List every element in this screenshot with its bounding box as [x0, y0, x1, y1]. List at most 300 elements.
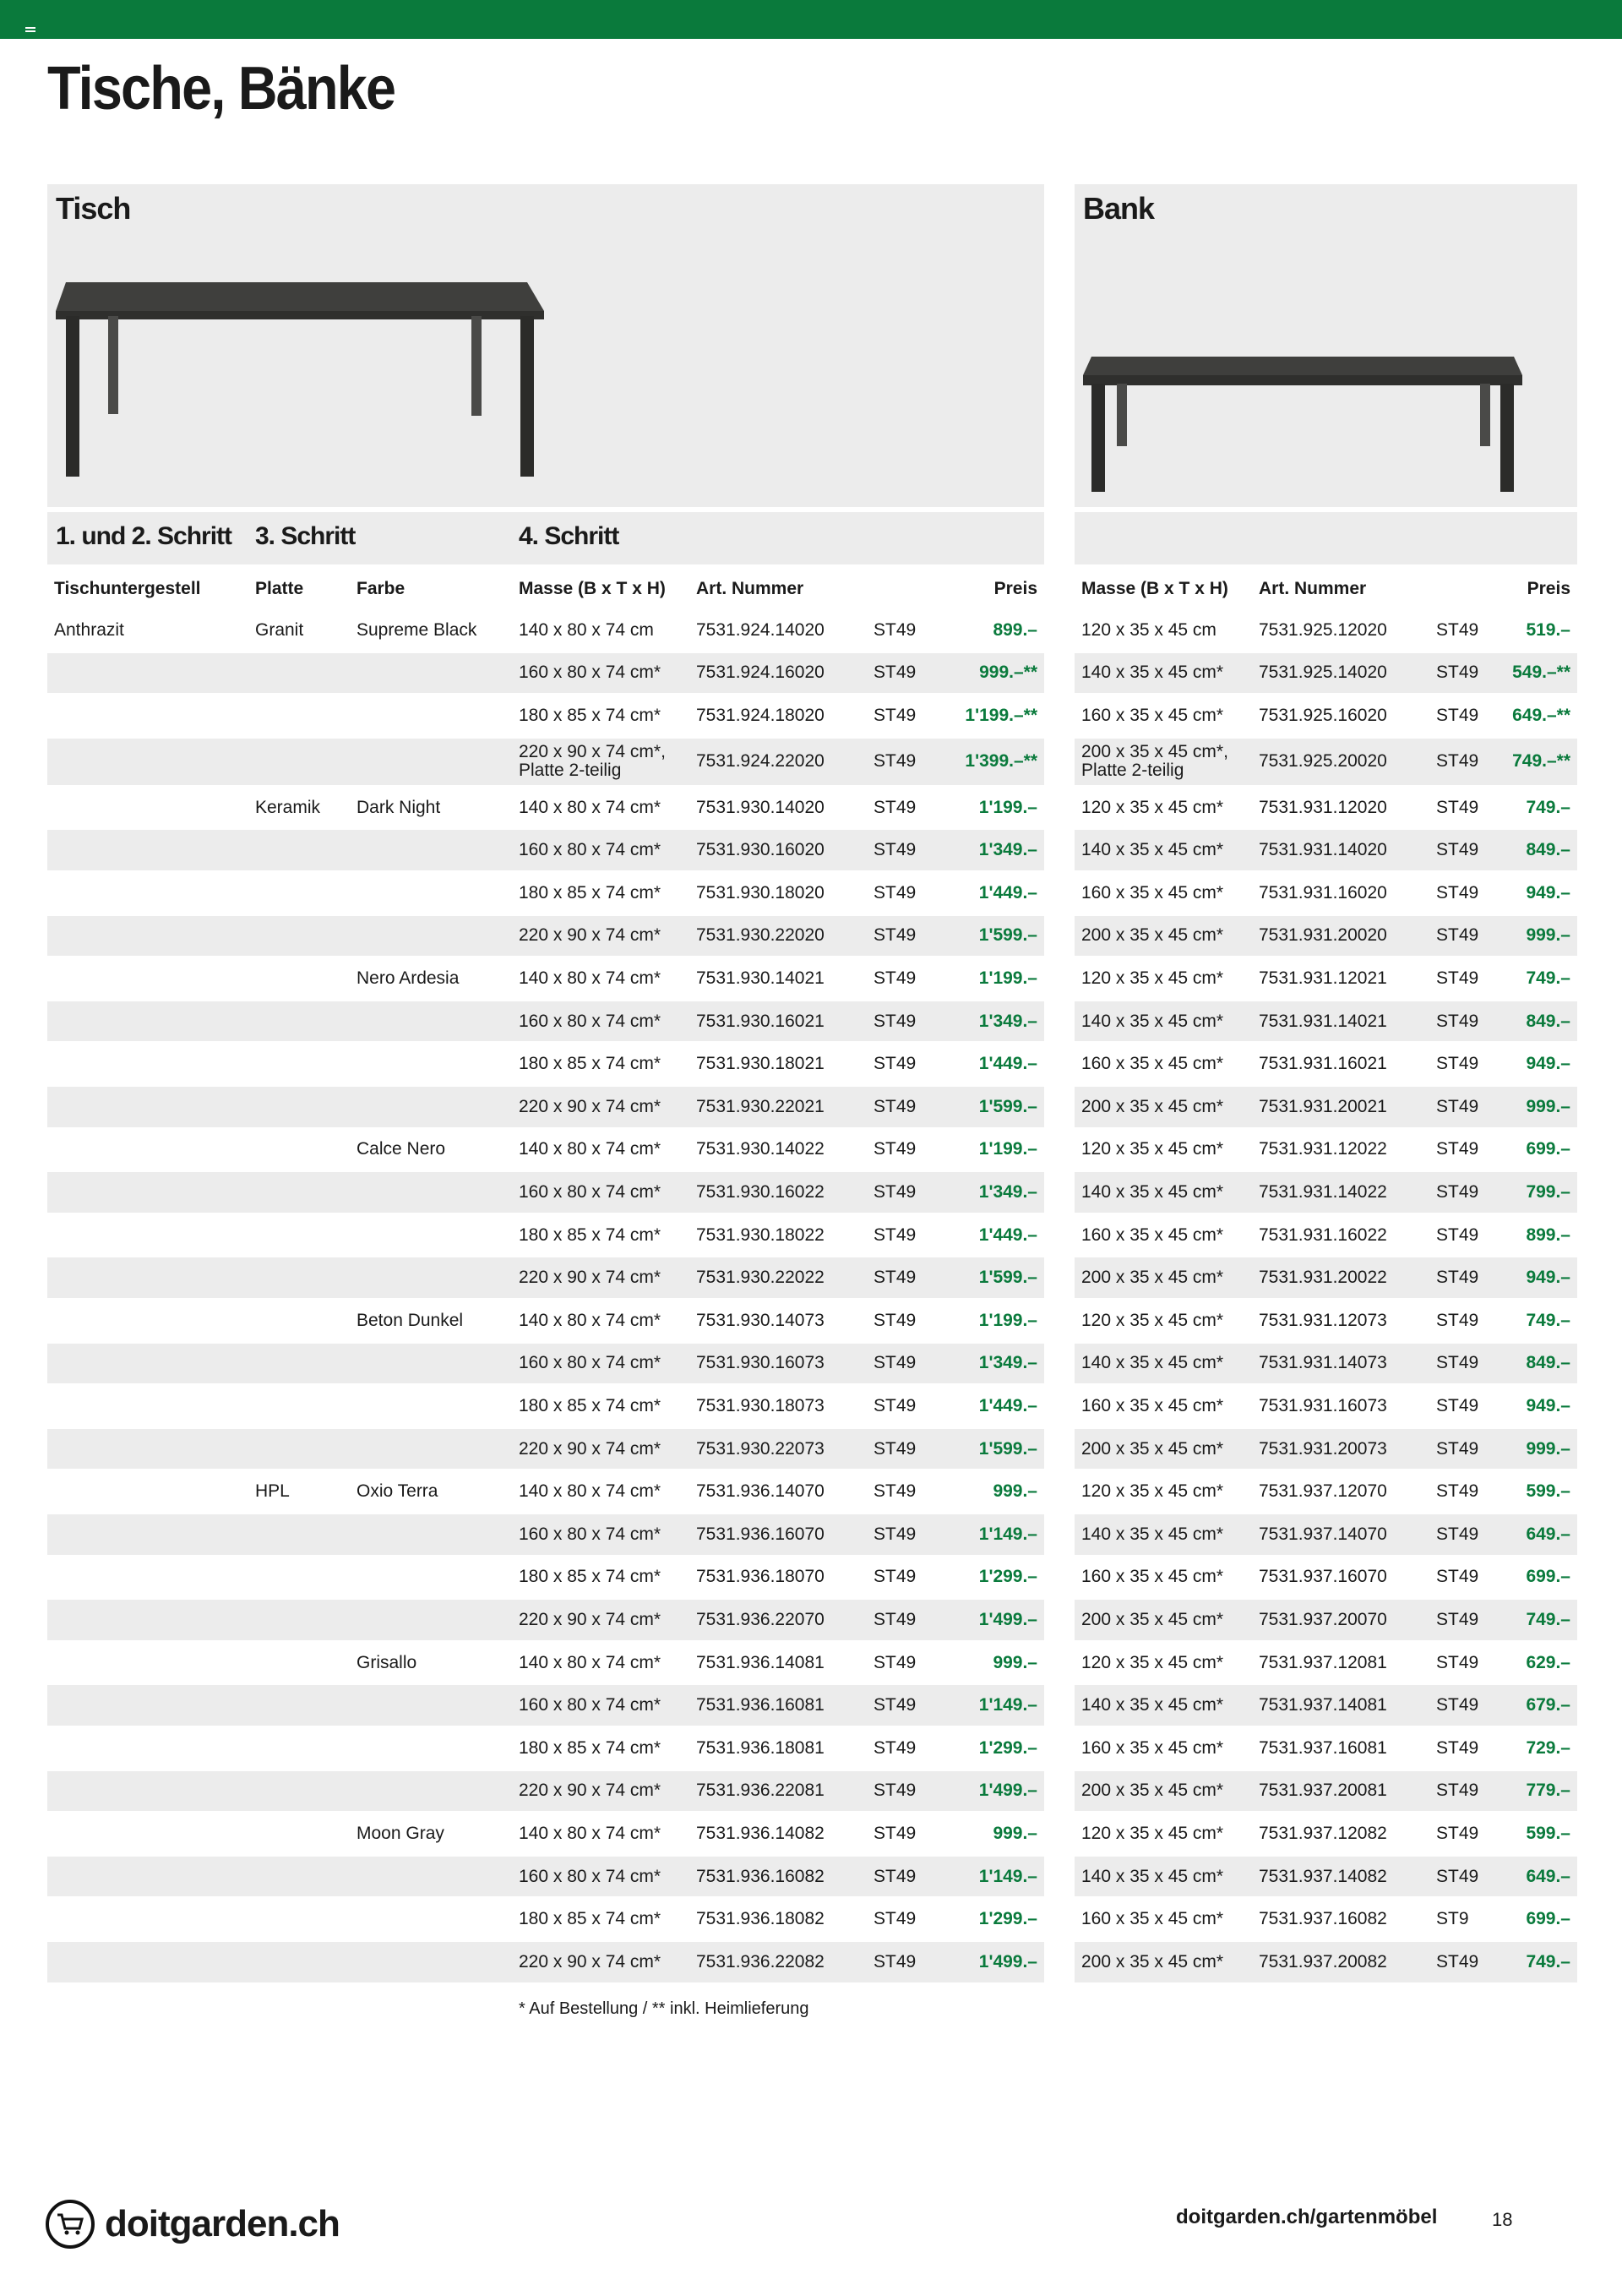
table-row	[1075, 1514, 1577, 1555]
cell-art-nummer: 7531.936.16081	[696, 1695, 825, 1715]
cell-code: ST49	[1436, 1823, 1479, 1843]
table-row	[1075, 1130, 1577, 1170]
cell-art-nummer: 7531.930.16020	[696, 840, 825, 860]
cell-code: ST49	[874, 925, 917, 946]
cell-preis: 1'349.–	[978, 1181, 1037, 1202]
cell-preis: 1'199.–	[978, 968, 1037, 988]
table-row	[47, 1215, 1044, 1256]
cell-art-nummer: 7531.931.16073	[1259, 1395, 1387, 1415]
table-row	[47, 1386, 1044, 1426]
table-row	[1075, 873, 1577, 913]
cell-farbe: Grisallo	[357, 1652, 417, 1672]
cell-preis: 799.–	[1526, 1181, 1570, 1202]
bank-header-art-nummer: Art. Nummer	[1259, 579, 1367, 598]
cell-masse: 120 x 35 x 45 cm	[1081, 619, 1216, 640]
cell-masse: 200 x 35 x 45 cm*	[1081, 1096, 1224, 1116]
cell-code: ST49	[1436, 1695, 1479, 1715]
table-row	[1075, 1257, 1577, 1298]
table-row	[1075, 1942, 1577, 1982]
cell-untergestell: Anthrazit	[54, 619, 124, 640]
cell-platte: Granit	[255, 619, 304, 640]
cell-preis: 999.–	[993, 1652, 1037, 1672]
cell-preis: 1'199.–**	[965, 705, 1037, 725]
cell-preis: 749.–	[1526, 797, 1570, 817]
cell-farbe: Supreme Black	[357, 619, 477, 640]
cell-preis: 949.–	[1526, 882, 1570, 903]
cell-code: ST49	[1436, 1737, 1479, 1758]
table-row	[1075, 916, 1577, 957]
cell-masse: 140 x 35 x 45 cm*	[1081, 1181, 1224, 1202]
cell-art-nummer: 7531.937.20081	[1259, 1781, 1387, 1801]
cell-masse: 180 x 85 x 74 cm*	[519, 1737, 661, 1758]
cell-code: ST49	[874, 1224, 917, 1245]
cell-art-nummer: 7531.930.22020	[696, 925, 825, 946]
table-row	[47, 1172, 1044, 1213]
cell-code: ST49	[874, 1609, 917, 1629]
cell-preis: 1'499.–	[978, 1781, 1037, 1801]
cell-art-nummer: 7531.931.20073	[1259, 1438, 1387, 1459]
cell-masse: 220 x 90 x 74 cm*	[519, 1609, 661, 1629]
cell-art-nummer: 7531.924.18020	[696, 705, 825, 725]
table-row	[1075, 1301, 1577, 1341]
cell-preis: 1'299.–	[978, 1737, 1037, 1758]
cell-code: ST49	[874, 797, 917, 817]
cell-art-nummer: 7531.937.16082	[1259, 1909, 1387, 1929]
cell-preis: 649.–	[1526, 1866, 1570, 1886]
cell-preis: 629.–	[1526, 1652, 1570, 1672]
cell-masse: 180 x 85 x 74 cm*	[519, 1395, 661, 1415]
header-masse: Masse (B x T x H)	[519, 579, 666, 598]
cell-art-nummer: 7531.936.16082	[696, 1866, 825, 1886]
cell-masse: 160 x 80 x 74 cm*	[519, 1695, 661, 1715]
cell-preis: 1'599.–	[978, 1268, 1037, 1288]
cell-code: ST49	[874, 1395, 917, 1415]
cell-preis: 1'599.–	[978, 925, 1037, 946]
cell-code: ST49	[874, 1353, 917, 1373]
cell-code: ST49	[1436, 1481, 1479, 1502]
cell-code: ST49	[874, 1481, 917, 1502]
cart-icon	[46, 2200, 95, 2249]
cell-masse: 200 x 35 x 45 cm*	[1081, 1609, 1224, 1629]
cell-masse: 160 x 35 x 45 cm*	[1081, 705, 1224, 725]
cell-masse: 220 x 90 x 74 cm*	[519, 1781, 661, 1801]
table-row	[1075, 695, 1577, 736]
cell-masse: 180 x 85 x 74 cm*	[519, 882, 661, 903]
cell-code: ST49	[1436, 1609, 1479, 1629]
cell-preis: 1'449.–	[978, 1224, 1037, 1245]
cell-code: ST49	[874, 1866, 917, 1886]
menu-icon	[25, 27, 35, 32]
cell-art-nummer: 7531.936.16070	[696, 1524, 825, 1544]
cell-masse: 180 x 85 x 74 cm*	[519, 705, 661, 725]
cell-masse: 180 x 85 x 74 cm*	[519, 1909, 661, 1929]
cell-code: ST49	[1436, 619, 1479, 640]
cell-farbe: Beton Dunkel	[357, 1310, 464, 1330]
cell-art-nummer: 7531.930.14073	[696, 1310, 825, 1330]
cell-masse: 120 x 35 x 45 cm*	[1081, 1310, 1224, 1330]
cell-masse: 160 x 35 x 45 cm*	[1081, 1567, 1224, 1587]
tisch-steps-bar	[47, 512, 1044, 564]
cell-masse: 140 x 80 x 74 cm*	[519, 968, 661, 988]
cell-preis: 1'399.–**	[965, 751, 1037, 772]
table-row	[1075, 1600, 1577, 1640]
cell-art-nummer: 7531.930.14022	[696, 1139, 825, 1159]
cell-art-nummer: 7531.931.14073	[1259, 1353, 1387, 1373]
cell-code: ST49	[874, 1181, 917, 1202]
cell-art-nummer: 7531.930.18021	[696, 1054, 825, 1074]
cell-farbe: Nero Ardesia	[357, 968, 460, 988]
cell-art-nummer: 7531.931.16022	[1259, 1224, 1387, 1245]
table-row	[1075, 653, 1577, 694]
logo-text: doitgarden.ch	[105, 2203, 340, 2244]
table-row	[1075, 1899, 1577, 1939]
logo[interactable]	[46, 2197, 340, 2251]
cell-preis: 1'499.–	[978, 1609, 1037, 1629]
cell-code: ST49	[1436, 1567, 1479, 1587]
cell-code: ST49	[1436, 1181, 1479, 1202]
cell-art-nummer: 7531.930.22073	[696, 1438, 825, 1459]
cell-preis: 679.–	[1526, 1695, 1570, 1715]
cell-masse: 140 x 80 x 74 cm*	[519, 1481, 661, 1502]
cell-art-nummer: 7531.930.18022	[696, 1224, 825, 1245]
cell-art-nummer: 7531.937.16070	[1259, 1567, 1387, 1587]
cell-art-nummer: 7531.930.16021	[696, 1011, 825, 1031]
cell-code: ST49	[1436, 1139, 1479, 1159]
cell-art-nummer: 7531.931.14020	[1259, 840, 1387, 860]
tisch-table-header	[47, 566, 1044, 608]
cell-code: ST49	[874, 840, 917, 860]
cell-preis: 1'449.–	[978, 882, 1037, 903]
cell-code: ST49	[1436, 840, 1479, 860]
header-preis: Preis	[993, 579, 1037, 598]
table-row	[1075, 1386, 1577, 1426]
cell-preis: 1'199.–	[978, 1139, 1037, 1159]
cell-preis: 849.–	[1526, 1011, 1570, 1031]
cell-code: ST49	[874, 1524, 917, 1544]
table-row	[47, 830, 1044, 870]
table-row	[47, 695, 1044, 736]
cell-code: ST49	[874, 751, 917, 772]
cell-preis: 1'149.–	[978, 1524, 1037, 1544]
cell-code: ST49	[874, 1652, 917, 1672]
cell-preis: 1'499.–	[978, 1951, 1037, 1972]
cell-preis: 899.–	[1526, 1224, 1570, 1245]
cell-code: ST49	[1436, 1268, 1479, 1288]
table-row	[1075, 1001, 1577, 1042]
cell-preis: 1'599.–	[978, 1096, 1037, 1116]
cell-art-nummer: 7531.925.16020	[1259, 705, 1387, 725]
table-row	[47, 1344, 1044, 1384]
cell-art-nummer: 7531.931.16020	[1259, 882, 1387, 903]
cell-code: ST49	[1436, 1781, 1479, 1801]
cell-art-nummer: 7531.937.12082	[1259, 1823, 1387, 1843]
cell-platte: HPL	[255, 1481, 290, 1502]
table-row	[47, 1001, 1044, 1042]
cell-code: ST49	[1436, 1951, 1479, 1972]
table-illustration	[54, 265, 561, 494]
cell-masse: 140 x 35 x 45 cm*	[1081, 1353, 1224, 1373]
cell-masse: 160 x 80 x 74 cm*	[519, 840, 661, 860]
cell-code: ST49	[874, 663, 917, 683]
cell-art-nummer: 7531.931.12020	[1259, 797, 1387, 817]
cell-masse: 140 x 35 x 45 cm*	[1081, 663, 1224, 683]
cell-masse: 200 x 35 x 45 cm*, Platte 2-teilig	[1081, 742, 1228, 781]
cell-platte: Keramik	[255, 797, 321, 817]
table-row	[1075, 1471, 1577, 1512]
cell-masse: 160 x 35 x 45 cm*	[1081, 1054, 1224, 1074]
cell-masse: 120 x 35 x 45 cm*	[1081, 1481, 1224, 1502]
cell-preis: 899.–	[993, 619, 1037, 640]
bank-title: Bank	[1083, 191, 1155, 226]
cell-masse: 140 x 80 x 74 cm*	[519, 797, 661, 817]
cell-code: ST49	[1436, 1524, 1479, 1544]
cell-art-nummer: 7531.931.12021	[1259, 968, 1387, 988]
cell-code: ST49	[1436, 1011, 1479, 1031]
cell-preis: 1'149.–	[978, 1695, 1037, 1715]
cell-masse: 120 x 35 x 45 cm*	[1081, 968, 1224, 988]
cell-art-nummer: 7531.937.20070	[1259, 1609, 1387, 1629]
table-row	[1075, 1557, 1577, 1598]
cell-art-nummer: 7531.931.20022	[1259, 1268, 1387, 1288]
cell-code: ST49	[1436, 882, 1479, 903]
cell-art-nummer: 7531.936.22082	[696, 1951, 825, 1972]
cell-masse: 200 x 35 x 45 cm*	[1081, 925, 1224, 946]
cell-masse: 160 x 35 x 45 cm*	[1081, 1737, 1224, 1758]
cell-code: ST49	[1436, 1652, 1479, 1672]
cell-farbe: Calce Nero	[357, 1139, 446, 1159]
table-row	[47, 1600, 1044, 1640]
cell-code: ST49	[874, 1909, 917, 1929]
cell-code: ST49	[874, 1781, 917, 1801]
table-row	[1075, 610, 1577, 651]
bank-image-panel	[1075, 184, 1577, 507]
cell-code: ST49	[1436, 705, 1479, 725]
table-row	[1075, 1044, 1577, 1084]
cell-art-nummer: 7531.925.20020	[1259, 751, 1387, 772]
table-row	[1075, 830, 1577, 870]
table-row	[47, 1130, 1044, 1170]
cell-code: ST49	[1436, 1438, 1479, 1459]
cell-art-nummer: 7531.930.14021	[696, 968, 825, 988]
cell-masse: 120 x 35 x 45 cm*	[1081, 1652, 1224, 1672]
cell-code: ST49	[1436, 1224, 1479, 1245]
cell-preis: 519.–	[1526, 619, 1570, 640]
table-row	[1075, 1172, 1577, 1213]
header-untergestell: Tischuntergestell	[54, 579, 201, 598]
cell-masse: 220 x 90 x 74 cm*	[519, 1951, 661, 1972]
cell-code: ST49	[874, 1951, 917, 1972]
table-row	[1075, 1728, 1577, 1769]
page-title: Tische, Bänke	[47, 55, 395, 123]
table-row	[47, 1557, 1044, 1598]
cell-preis: 1'349.–	[978, 840, 1037, 860]
page-number: 18	[1492, 2209, 1513, 2230]
cell-art-nummer: 7531.936.22081	[696, 1781, 825, 1801]
cell-preis: 999.–	[993, 1823, 1037, 1843]
table-row	[1075, 1813, 1577, 1854]
cell-masse: 140 x 80 x 74 cm*	[519, 1823, 661, 1843]
cell-code: ST49	[1436, 751, 1479, 772]
cell-code: ST49	[874, 1310, 917, 1330]
cell-art-nummer: 7531.936.18081	[696, 1737, 825, 1758]
cell-code: ST49	[1436, 1096, 1479, 1116]
cell-preis: 729.–	[1526, 1737, 1570, 1758]
cell-masse: 120 x 35 x 45 cm*	[1081, 1823, 1224, 1843]
cell-code: ST49	[874, 968, 917, 988]
cell-art-nummer: 7531.937.14070	[1259, 1524, 1387, 1544]
cell-code: ST49	[874, 1567, 917, 1587]
cell-code: ST49	[874, 1737, 917, 1758]
cell-code: ST49	[1436, 797, 1479, 817]
cell-art-nummer: 7531.924.16020	[696, 663, 825, 683]
cell-preis: 949.–	[1526, 1054, 1570, 1074]
footer-link[interactable]: doitgarden.ch/gartenmöbel	[1176, 2206, 1438, 2228]
cell-masse: 180 x 85 x 74 cm*	[519, 1567, 661, 1587]
cell-code: ST49	[874, 1268, 917, 1288]
cell-masse: 140 x 35 x 45 cm*	[1081, 1866, 1224, 1886]
cell-code: ST49	[874, 1096, 917, 1116]
cell-preis: 1'299.–	[978, 1567, 1037, 1587]
cell-art-nummer: 7531.936.14082	[696, 1823, 825, 1843]
table-row	[47, 1301, 1044, 1341]
table-row	[47, 1899, 1044, 1939]
header-art-nummer: Art. Nummer	[696, 579, 804, 598]
cell-preis: 699.–	[1526, 1139, 1570, 1159]
table-row	[47, 1044, 1044, 1084]
cell-masse: 140 x 35 x 45 cm*	[1081, 1695, 1224, 1715]
cell-preis: 749.–	[1526, 968, 1570, 988]
cell-art-nummer: 7531.937.16081	[1259, 1737, 1387, 1758]
cell-art-nummer: 7531.924.14020	[696, 619, 825, 640]
cell-masse: 140 x 35 x 45 cm*	[1081, 1011, 1224, 1031]
cell-preis: 1'199.–	[978, 1310, 1037, 1330]
cell-art-nummer: 7531.931.14021	[1259, 1011, 1387, 1031]
header-farbe: Farbe	[357, 579, 406, 598]
cell-art-nummer: 7531.925.14020	[1259, 663, 1387, 683]
cell-masse: 220 x 90 x 74 cm*	[519, 1438, 661, 1459]
cell-masse: 160 x 80 x 74 cm*	[519, 663, 661, 683]
cell-masse: 140 x 80 x 74 cm*	[519, 1652, 661, 1672]
cell-art-nummer: 7531.930.22021	[696, 1096, 825, 1116]
table-row	[47, 1942, 1044, 1982]
cell-preis: 749.–	[1526, 1951, 1570, 1972]
cell-code: ST49	[874, 1695, 917, 1715]
bench-illustration	[1083, 350, 1531, 502]
cell-code: ST49	[874, 1054, 917, 1074]
cell-art-nummer: 7531.936.18070	[696, 1567, 825, 1587]
cell-preis: 1'449.–	[978, 1054, 1037, 1074]
cell-preis: 699.–	[1526, 1909, 1570, 1929]
cell-code: ST49	[874, 619, 917, 640]
cell-preis: 649.–	[1526, 1524, 1570, 1544]
cell-art-nummer: 7531.924.22020	[696, 751, 825, 772]
cell-preis: 549.–**	[1512, 663, 1570, 683]
cell-masse: 160 x 80 x 74 cm*	[519, 1353, 661, 1373]
cell-preis: 949.–	[1526, 1268, 1570, 1288]
table-row	[1075, 739, 1577, 785]
cell-farbe: Oxio Terra	[357, 1481, 438, 1502]
table-row	[1075, 1643, 1577, 1683]
cell-code: ST49	[874, 1438, 917, 1459]
table-row	[1075, 788, 1577, 828]
cell-preis: 649.–**	[1512, 705, 1570, 725]
cell-masse: 220 x 90 x 74 cm*	[519, 925, 661, 946]
cell-masse: 160 x 35 x 45 cm*	[1081, 882, 1224, 903]
cell-preis: 949.–	[1526, 1395, 1570, 1415]
table-row	[1075, 1429, 1577, 1470]
cell-preis: 699.–	[1526, 1567, 1570, 1587]
footnote: * Auf Bestellung / ** inkl. Heimlieferung	[519, 1999, 809, 2018]
cell-art-nummer: 7531.931.16021	[1259, 1054, 1387, 1074]
cell-art-nummer: 7531.930.18073	[696, 1395, 825, 1415]
cell-preis: 599.–	[1526, 1823, 1570, 1843]
header-platte: Platte	[255, 579, 304, 598]
table-row	[47, 1471, 1044, 1512]
cell-preis: 849.–	[1526, 840, 1570, 860]
table-row	[47, 739, 1044, 785]
table-row	[47, 1771, 1044, 1812]
cell-masse: 200 x 35 x 45 cm*	[1081, 1781, 1224, 1801]
cell-code: ST49	[1436, 1353, 1479, 1373]
cell-art-nummer: 7531.930.16022	[696, 1181, 825, 1202]
bank-header-preis: Preis	[1527, 579, 1570, 598]
cell-masse: 180 x 85 x 74 cm*	[519, 1054, 661, 1074]
table-row	[1075, 1087, 1577, 1127]
cell-code: ST49	[874, 1823, 917, 1843]
cell-masse: 140 x 80 x 74 cm	[519, 619, 654, 640]
cell-preis: 749.–**	[1512, 751, 1570, 772]
cell-masse: 160 x 80 x 74 cm*	[519, 1866, 661, 1886]
cell-masse: 140 x 35 x 45 cm*	[1081, 840, 1224, 860]
cell-art-nummer: 7531.930.14020	[696, 797, 825, 817]
tisch-image-panel	[47, 184, 1044, 507]
cell-art-nummer: 7531.931.20021	[1259, 1096, 1387, 1116]
cell-preis: 1'149.–	[978, 1866, 1037, 1886]
cell-code: ST49	[874, 1011, 917, 1031]
table-row	[1075, 1685, 1577, 1726]
tisch-title: Tisch	[56, 191, 131, 226]
bank-table-header	[1075, 566, 1577, 608]
cell-preis: 999.–	[1526, 1096, 1570, 1116]
cell-preis: 999.–	[1526, 1438, 1570, 1459]
cell-code: ST49	[1436, 1054, 1479, 1074]
cell-preis: 999.–	[993, 1481, 1037, 1502]
cell-masse: 200 x 35 x 45 cm*	[1081, 1268, 1224, 1288]
cell-code: ST49	[874, 1139, 917, 1159]
table-row	[1075, 1344, 1577, 1384]
cell-preis: 849.–	[1526, 1353, 1570, 1373]
table-row	[47, 873, 1044, 913]
table-row	[47, 1514, 1044, 1555]
cell-masse: 140 x 80 x 74 cm*	[519, 1310, 661, 1330]
cell-art-nummer: 7531.930.18020	[696, 882, 825, 903]
table-row	[47, 610, 1044, 651]
cell-masse: 160 x 80 x 74 cm*	[519, 1181, 661, 1202]
table-row	[47, 653, 1044, 694]
cell-art-nummer: 7531.937.20082	[1259, 1951, 1387, 1972]
table-row	[47, 1429, 1044, 1470]
table-row	[1075, 1215, 1577, 1256]
cell-code: ST49	[1436, 925, 1479, 946]
cell-masse: 160 x 35 x 45 cm*	[1081, 1909, 1224, 1929]
top-brand-bar	[0, 0, 1622, 39]
cell-preis: 1'599.–	[978, 1438, 1037, 1459]
cell-preis: 1'199.–	[978, 797, 1037, 817]
cell-art-nummer: 7531.936.14081	[696, 1652, 825, 1672]
cell-code: ST49	[1436, 663, 1479, 683]
cell-art-nummer: 7531.930.16073	[696, 1353, 825, 1373]
cell-masse: 220 x 90 x 74 cm*	[519, 1268, 661, 1288]
